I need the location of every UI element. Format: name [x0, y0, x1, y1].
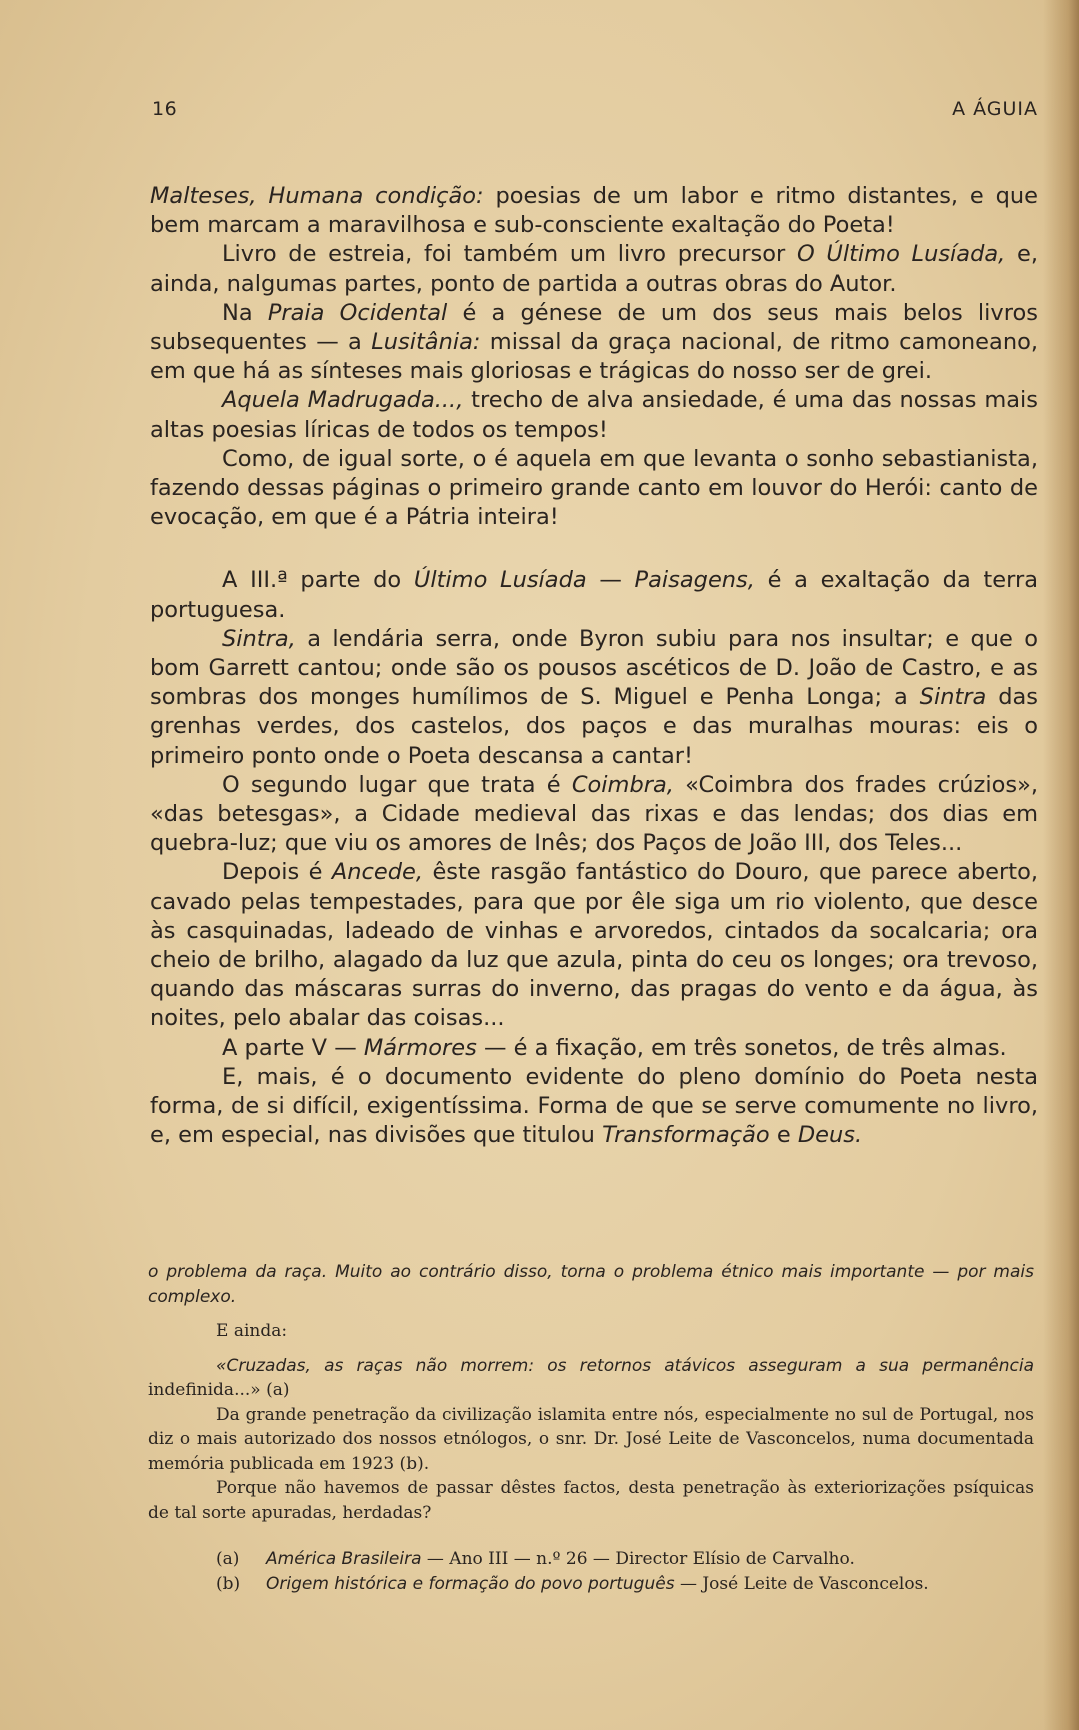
paragraph-7 — [150, 625, 1038, 771]
reference-text — [266, 1547, 855, 1572]
paragraph-1 — [150, 182, 1038, 240]
text-span: a lendária serra, onde Byron subiu para nos insultar; e que o bom Garrett cantou; onde são os pousos ascéticos de D. João de Castro, e as sombras dos monges humílimos de S. Miguel e Penha Longa; a — [150, 625, 1038, 711]
italic-span: Ancede, — [331, 859, 424, 886]
reference-item — [148, 1547, 1034, 1572]
italic-span: Malteses, Humana condição: — [150, 183, 484, 209]
page-header — [152, 98, 1038, 124]
paragraph-10 — [150, 1034, 1038, 1063]
reference-item — [148, 1572, 1034, 1597]
text-span: Livro de estreia, foi também um livro precursor — [222, 241, 797, 268]
italic-span: Mármores — [363, 1034, 477, 1061]
paragraph-3 — [150, 299, 1038, 387]
section-gap — [150, 532, 1038, 566]
text-span: E, mais, é o documento evidente do pleno domínio do Poeta nesta forma, de si difícil, exigentíssima. Forma de que se serve comumente no livro, e, em especial, nas divisões que titulou — [150, 1063, 1038, 1149]
reference-text — [266, 1572, 929, 1597]
italic-span: Último Lusíada — [413, 567, 587, 594]
text-span: Como, de igual sorte, o é aquela em que levanta o sonho sebastianista, fazendo dessas páginas o primeiro grande canto em louvor do Herói: canto de evocação, em que é a Pátria inteira! — [150, 445, 1038, 531]
text-span: O segundo lugar que trata é — [222, 771, 572, 798]
text-span: trecho de alva ansiedade, é uma das nossas mais altas poesias líricas de todos os tempos! — [150, 387, 1038, 443]
italic-span: Lusitânia: — [371, 329, 481, 356]
paragraph-4 — [150, 386, 1038, 444]
reference-title: América Brasileira — [266, 1549, 422, 1569]
italic-span: Sintra, — [222, 625, 296, 652]
footnote-continuation — [148, 1260, 1034, 1309]
text-span: A parte V — — [222, 1034, 364, 1061]
text-span: missal da graça nacional, de ritmo camoneano, em que há as sínteses mais gloriosas e trágicas do nosso ser de grei. — [150, 329, 1038, 385]
italic-span: Paisagens, — [634, 567, 755, 594]
reference-detail: — José Leite de Vasconcelos. — [674, 1573, 929, 1594]
main-text — [150, 182, 1038, 1151]
paragraph-8 — [150, 771, 1038, 859]
text-span: indefinida...» (a) — [148, 1380, 290, 1400]
text-span: E ainda: — [216, 1321, 288, 1341]
footnote-quote — [148, 1354, 1034, 1403]
italic-span: Aquela Madrugada..., — [222, 387, 464, 414]
italic-span: o problema da raça. Muito ao contrário disso, torna o problema étnico mais importante — por mais complexo. — [148, 1262, 1034, 1307]
footnote-paragraph — [148, 1403, 1034, 1477]
italic-span: Transformação — [602, 1122, 770, 1149]
italic-span: Sintra — [919, 684, 987, 711]
paragraph-6 — [150, 566, 1038, 624]
paragraph-5 — [150, 445, 1038, 533]
text-span: Depois é — [222, 859, 332, 886]
reference-list — [148, 1547, 1034, 1596]
text-span: poesias de um labor e ritmo distantes, e que bem marcam a maravilhosa e sub-consciente exaltação do Poeta! — [150, 183, 1038, 239]
running-title: A ÁGUIA — [952, 98, 1038, 120]
text-span: é a génese de um dos seus mais belos livros subsequentes — a — [150, 299, 1038, 356]
reference-label: (a) — [216, 1549, 240, 1569]
italic-span: Praia Ocidental — [267, 299, 448, 326]
text-span: — — [586, 567, 635, 594]
reference-label: (b) — [216, 1573, 241, 1594]
italic-span: «Cruzadas, as raças não morrem: os retornos atávicos asseguram a sua permanência — [216, 1355, 1034, 1376]
footnote-paragraph — [148, 1476, 1034, 1525]
paragraph-11 — [150, 1063, 1038, 1151]
italic-span: O Último Lusíada, — [796, 241, 1006, 268]
footnote-paragraph — [148, 1319, 1034, 1344]
italic-span: Coimbra, — [571, 771, 674, 798]
footnotes — [148, 1260, 1034, 1596]
paragraph-2 — [150, 240, 1038, 298]
text-span: Na — [222, 299, 268, 326]
reference-detail: — Ano III — n.º 26 — Director Elísio de Carvalho. — [421, 1549, 855, 1569]
reference-title: Origem histórica e formação do povo português — [266, 1573, 675, 1594]
text-span: A III.ª parte do — [222, 567, 414, 594]
text-span: das grenhas verdes, dos castelos, dos paços e das muralhas mouras: eis o primeiro ponto onde o Poeta descansa a cantar! — [150, 684, 1038, 769]
page-edge-shadow — [1043, 0, 1079, 1730]
text-span: Da grande penetração da civilização islamita entre nós, especialmente no sul de Portugal, nos diz o mais autorizado dos nossos etnólogos, o snr. Dr. José Leite de Vasconcelos, numa documentada memória publicada em 1923 (b). — [148, 1404, 1034, 1474]
text-span: Porque não havemos de passar dêstes factos, desta penetração às exteriorizações psíquicas de tal sorte apuradas, herdadas? — [148, 1478, 1034, 1523]
text-span: é a exaltação da terra portuguesa. — [150, 567, 1038, 623]
text-span: e — [769, 1122, 798, 1149]
italic-span: Deus. — [797, 1122, 863, 1149]
page-number: 16 — [152, 98, 178, 120]
text-span: e, ainda, nalgumas partes, ponto de partida a outras obras do Autor. — [150, 241, 1038, 297]
text-span: êste rasgão fantástico do Douro, que parece aberto, cavado pelas tempestades, para que por êle siga um rio violento, que desce às casquinadas, ladeado de vinhas e arvoredos, cintados da socalcaria; ora cheio de brilho, alagado da luz que azula, pinta do ceu os longes; ora trevoso, quando das máscaras surras do inverno, das pragas do vento e da água, às noites, pelo abalar das coisas... — [150, 859, 1038, 1032]
paragraph-9 — [150, 858, 1038, 1033]
text-span: — é a fixação, em três sonetos, de três almas. — [476, 1034, 1007, 1061]
text-span: «Coimbra dos frades crúzios», «das betesgas», a Cidade medieval das rixas e das lendas; dos dias em quebra-luz; que viu os amores de Inês; dos Paços de João III, dos Teles... — [150, 771, 1038, 857]
